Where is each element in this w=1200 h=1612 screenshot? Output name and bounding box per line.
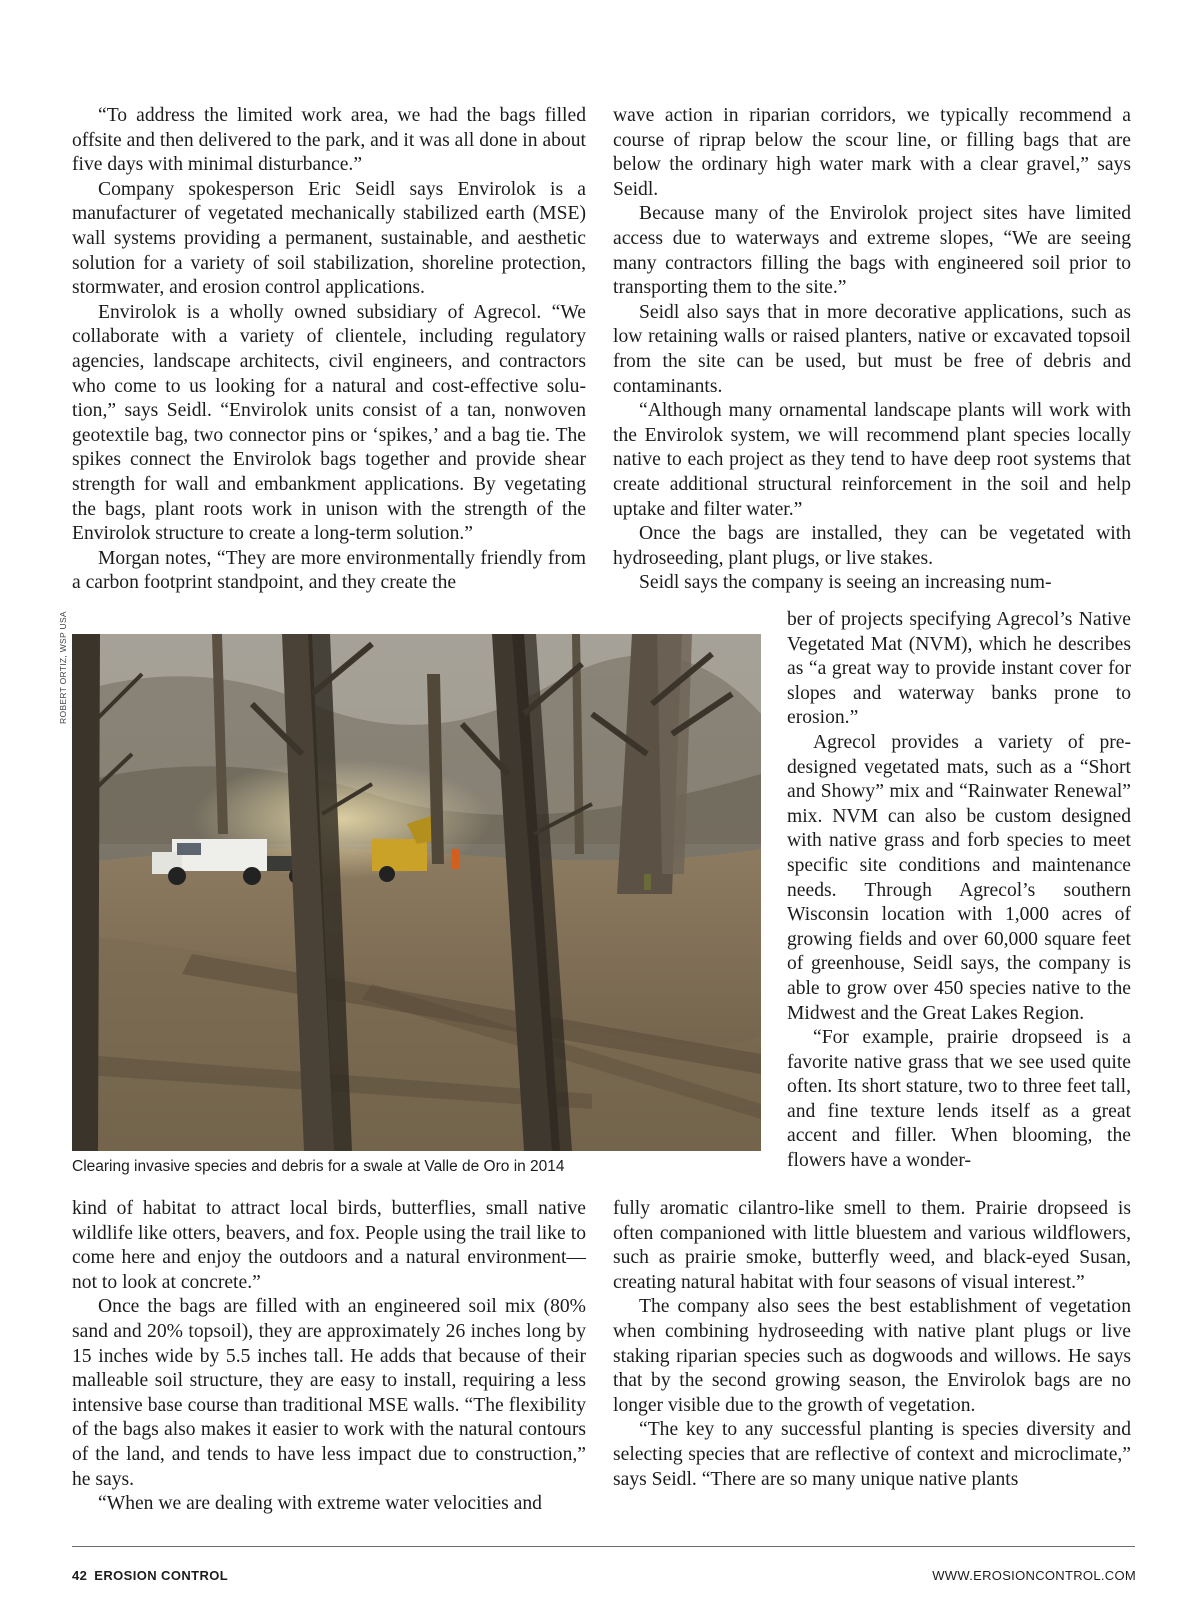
paragraph: “To address the limited work area, we had the bags filled offsite and then delivered to the park, and it was all done in about five days with minimal disturbance.”	[72, 105, 586, 176]
paragraph: Once the bags are installed, they can be vegetated with hydroseeding, plant plugs, or live stakes.	[613, 523, 1131, 569]
paragraph: “When we are dealing with extreme water velocities and	[98, 1493, 542, 1515]
paragraph: Agrecol provides a variety of predesigned vegetated mats, such as a “Short and Showy” mix and “Rainwater Renewal” mix. NVM can also be custom designed with native grass and forb species to meet specific site conditions and maintenance needs. Through Agrecol’s southern Wisconsin location with 1,000 acres of growing fields and over 60,000 square feet of greenhouse, Seidl says, the company is able to grow over 450 species native to the Midwest and the Great Lakes Region.	[787, 731, 1131, 1024]
paragraph: Morgan notes, “They are more environmentally friendly from a carbon footprint standpoint, and they create the	[72, 547, 586, 594]
article-photo	[72, 634, 761, 1151]
paragraph: ber of projects specifying Agrecol’s Native Vegetated Mat (NVM), which he describes as “a great way to provide instant cover for slopes and waterway banks prone to erosion.”	[787, 609, 1131, 729]
paragraph: wave action in riparian corridors, we typically recommend a course of riprap below the scour line, or filling bags that are below the ordinary high water mark with a clear gravel,” says Seidl.	[613, 105, 1131, 200]
paragraph: Once the bags are filled with an engineered soil mix (80% sand and 20% topsoil), they are approximately 26 inches long by 15 inches wide by 5.5 inches tall. He adds that because of their malleable soil structure, they are easy to install, requiring a less intensive base course than traditional MSE walls. “The flexibility of the bags also makes it easier to work with the natural contours of the land, and tends to have less impact due to construction,” he says.	[72, 1296, 586, 1490]
photo-caption: Clearing invasive species and debris for a swale at Valle de Oro in 2014	[72, 1158, 565, 1175]
paragraph: Envirolok is a wholly owned subsidiary of Agrecol. “We collaborate with a variety of clientele, including regulatory agencies, landscape architects, civil engineers, and contractors who come to us looking for a natural and cost-effective solution,” says Seidl. “Envirolok units consist of a tan, nonwoven geotextile bag, two connector pins or ‘spikes,’ and a bag tie. The spikes connect the Envirolok bags together and provide shear strength for wall and embankment applications. By vegetating the bags, plant roots work in unison with the strength of the Envirolok structure to create a long-term solution.”	[72, 301, 586, 545]
paragraph: Seidl also says that in more decorative applications, such as low retaining walls or raised planters, native or excavated topsoil from the site can be used, but must be free of debris and contaminants.	[613, 301, 1131, 397]
right-column-bottom	[613, 1197, 1131, 1492]
footer-folio	[72, 1568, 228, 1583]
left-column-top	[72, 104, 586, 596]
paragraph: “Although many ornamental landscape plants will work with the Envirolok system, we will recommend plant species locally native to each project as they tend to have deep root systems that create additional structural reinforcement in the soil and help uptake and filter water.”	[613, 400, 1131, 520]
photo-credit: ROBERT ORTIZ, WSP USA	[58, 611, 68, 724]
footer-divider	[72, 1546, 1135, 1547]
paragraph: “For example, prairie dropseed is a favorite native grass that we see used quite often. Its short stature, two to three feet tall, and fine texture lends itself as a great accent and filler. When blooming, the flowers have a wonder-	[787, 1027, 1131, 1172]
publication-name: EROSION CONTROL	[94, 1568, 229, 1583]
paragraph: fully aromatic cilantro-like smell to them. Prairie dropseed is often companioned with little bluestem and various wildflowers, such as prairie smoke, butterfly weed, and black-eyed Susan, creating natural habitat with four seasons of visual interest.”	[613, 1198, 1131, 1293]
paragraph: kind of habitat to attract local birds, butterflies, small native wildlife like otters, beavers, and fox. People using the trail like to come here and enjoy the outdoors and a natural environment—not to look at concrete.”	[72, 1198, 586, 1293]
paragraph: The company also sees the best establishment of vegetation when combining hydroseeding with native plant plugs or live staking riparian species such as dogwoods and willows. He says that by the second growing season, the Envirolok bags are no longer visible due to the growth of vegetation.	[613, 1296, 1131, 1416]
paragraph: Company spokesperson Eric Seidl says Envirolok is a manufacturer of vegetated mechanically stabilized earth (MSE) wall systems providing a permanent, sustainable, and aesthetic solution for a variety of soil stabilization, shoreline protection, stormwater, and erosion control applications.	[72, 178, 586, 299]
footer-website: WWW.EROSIONCONTROL.COM	[932, 1568, 1136, 1583]
paragraph: “The key to any successful planting is species diversity and selecting species that are reflective of context and microclimate,” says Seidl. “There are so many unique native plants	[613, 1419, 1131, 1490]
paragraph: Because many of the Envirolok project sites have limited access due to waterways and extreme slopes, “We are seeing many contractors filling the bags with engineered soil prior to transporting them to the site.”	[613, 203, 1131, 299]
right-column-top	[613, 104, 1131, 596]
paragraph: Seidl says the company is seeing an increasing num-	[639, 572, 1052, 594]
right-column-wrap	[787, 608, 1131, 1174]
left-column-bottom	[72, 1197, 586, 1517]
page-number: 42	[72, 1568, 88, 1583]
